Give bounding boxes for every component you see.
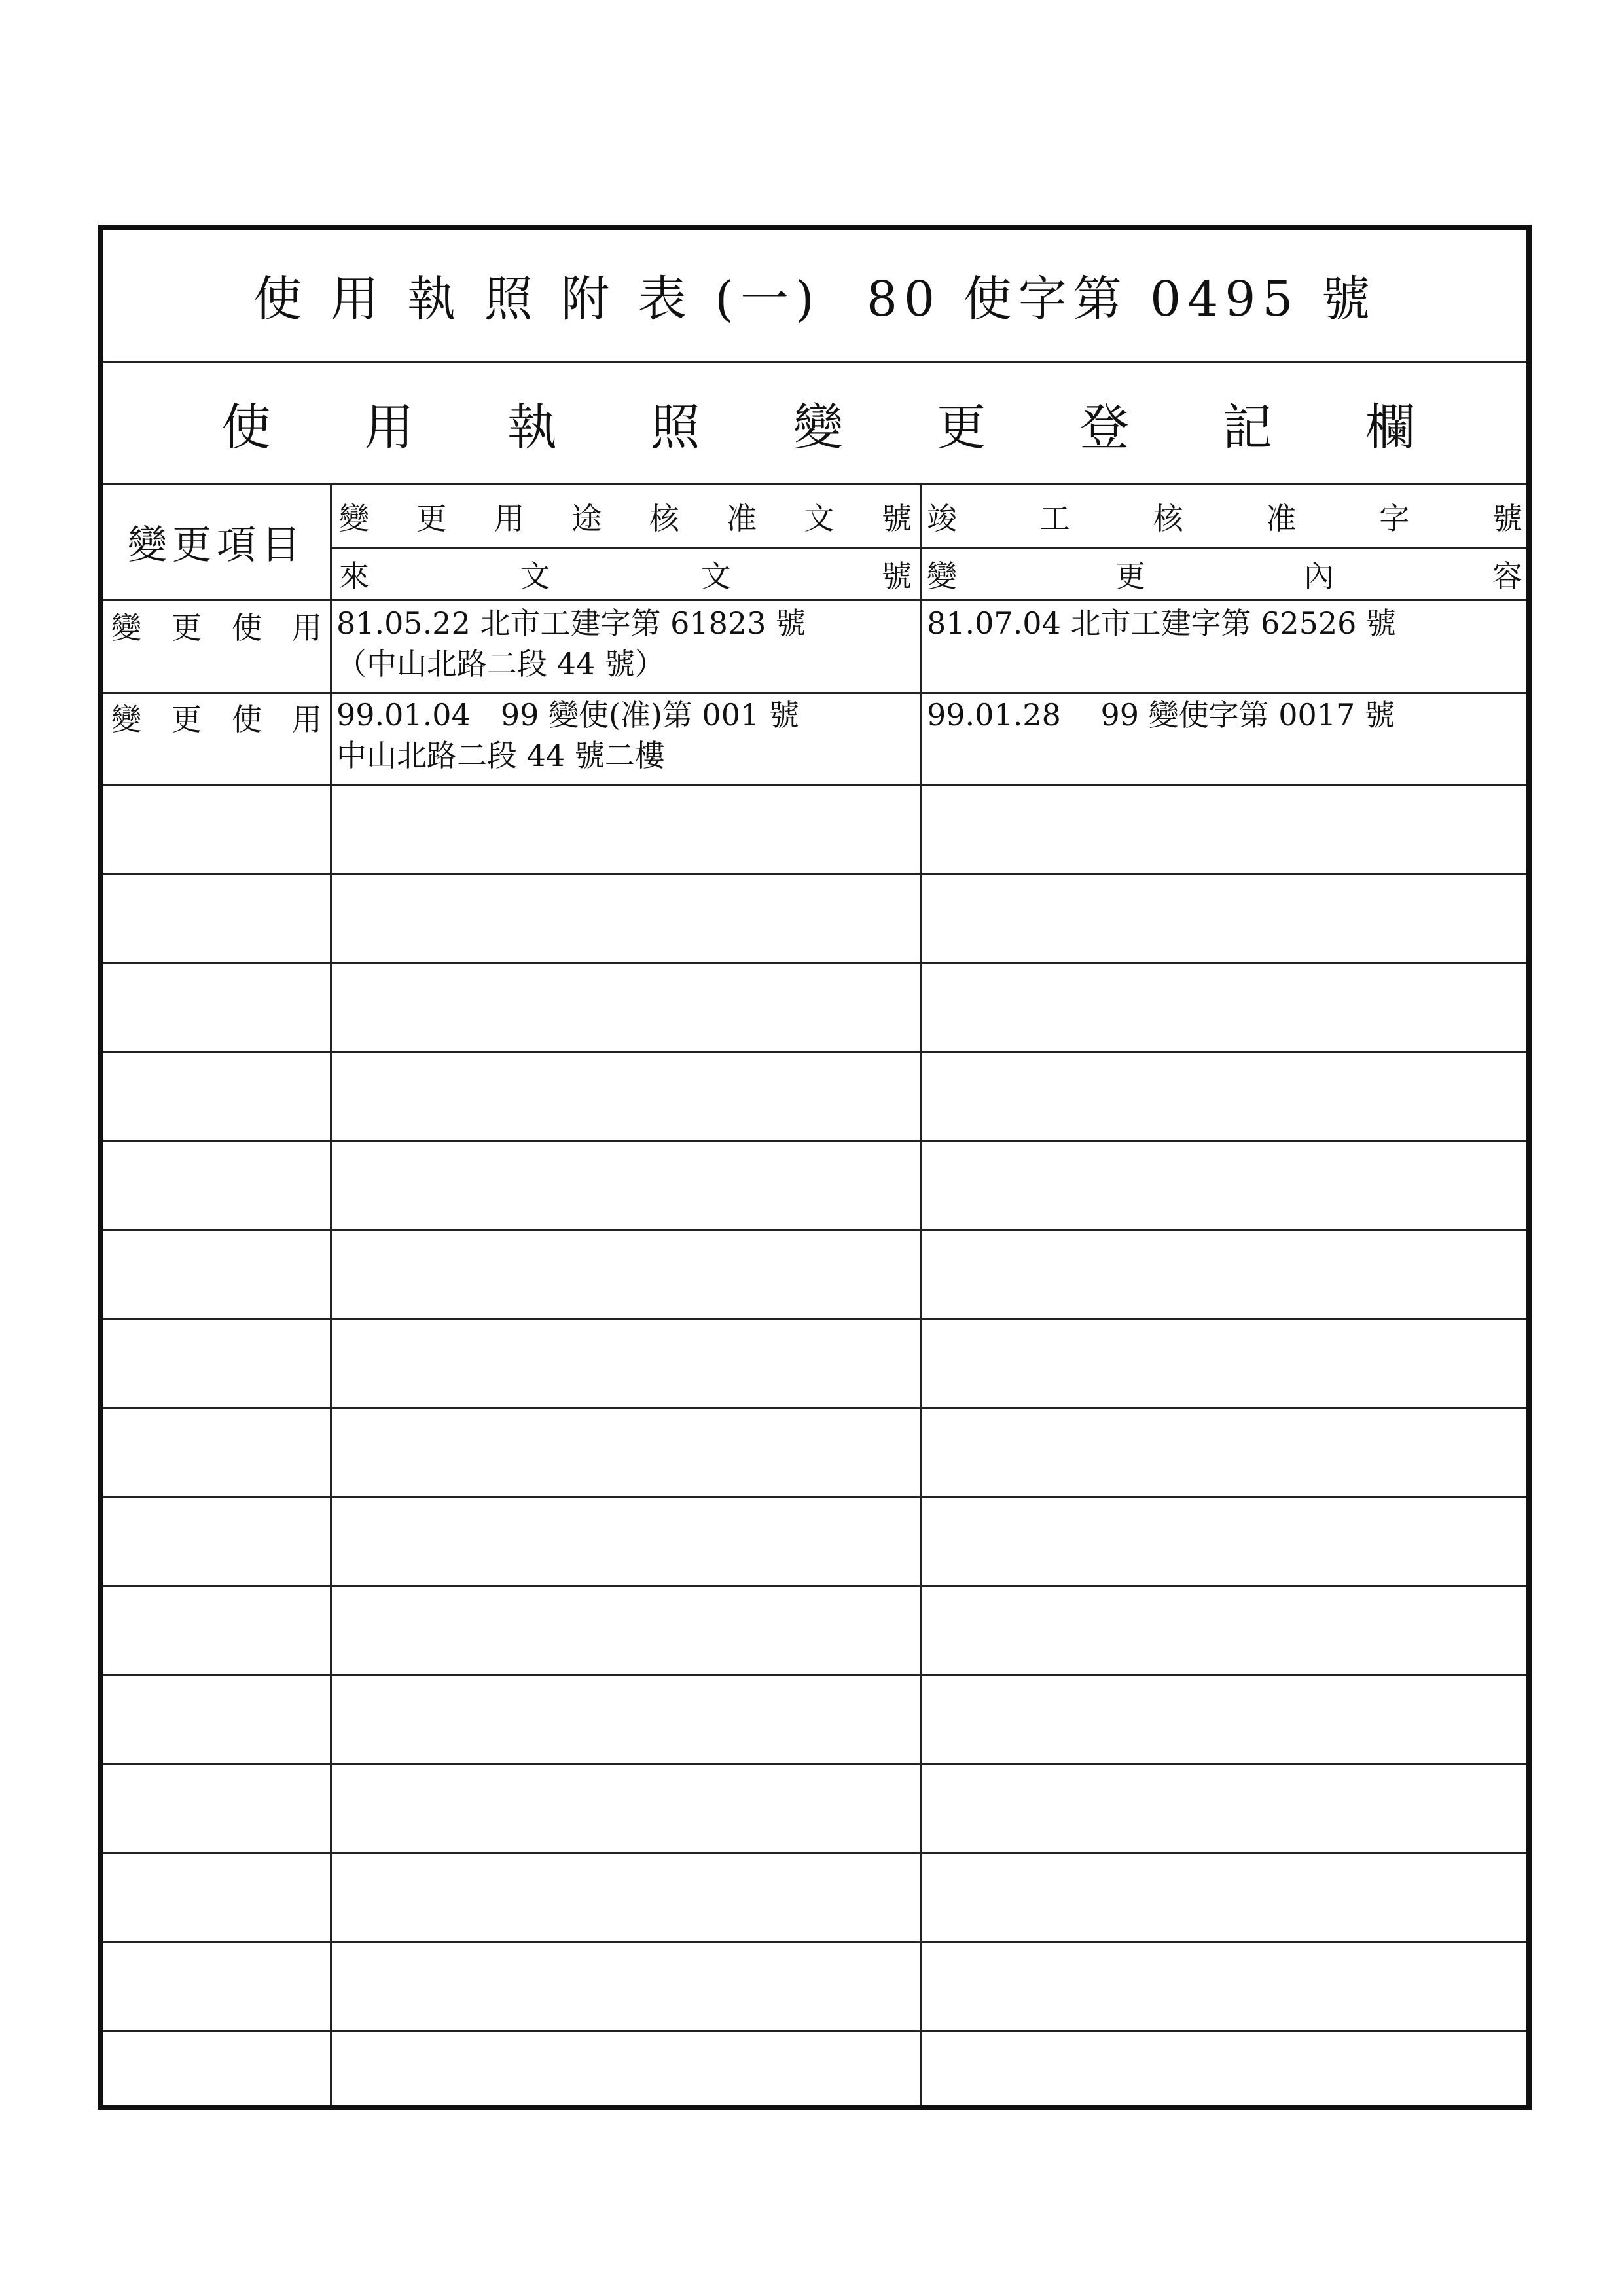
header-char: 號	[881, 500, 912, 536]
header-char: 容	[1492, 558, 1522, 594]
item-char: 更	[171, 702, 202, 737]
subtitle-char: 使	[221, 397, 271, 456]
header-char: 號	[1492, 500, 1522, 536]
doc-line: 99.01.04 99 變使(准)第 001 號	[336, 697, 799, 733]
subtitle-char: 照	[650, 397, 700, 456]
section-title	[103, 363, 1526, 485]
header-char: 來	[339, 558, 369, 594]
header-char: 更	[1115, 558, 1145, 594]
page-title	[103, 230, 1526, 363]
row-divider	[103, 599, 1526, 601]
row-divider	[103, 1496, 1526, 1498]
item-char: 用	[292, 610, 322, 646]
row-divider	[103, 2030, 1526, 2032]
subtitle-char: 用	[364, 397, 414, 456]
row-2-completion	[927, 695, 1516, 735]
row-divider	[103, 1318, 1526, 1320]
header-char: 字	[1379, 500, 1410, 536]
subtitle-char: 更	[936, 397, 986, 456]
header-char: 竣	[927, 500, 957, 536]
column-divider	[330, 485, 332, 2105]
row-1-doc	[336, 603, 912, 684]
row-divider	[103, 873, 1526, 875]
title-text: 使 用 執 照 附 表 (一)	[253, 271, 821, 327]
header-char: 變	[339, 500, 369, 536]
subtitle-char: 登	[1079, 397, 1129, 456]
register-table	[98, 225, 1532, 2110]
header-approval-doc	[339, 485, 912, 547]
header-char: 文	[700, 558, 731, 594]
license-number: 80 使字第 0495 號	[866, 271, 1376, 327]
header-char: 變	[927, 558, 957, 594]
row-divider	[103, 784, 1526, 786]
header-incoming-doc	[339, 549, 912, 599]
row-divider	[103, 1585, 1526, 1587]
header-completion-doc	[927, 485, 1522, 547]
header-char: 文	[520, 558, 550, 594]
row-divider	[103, 1941, 1526, 1943]
row-divider	[103, 1140, 1526, 1142]
header-change-content	[927, 549, 1522, 599]
header-char: 更	[416, 500, 447, 536]
row-divider	[103, 962, 1526, 964]
header-char: 工	[1039, 500, 1070, 536]
completion-line: 99.01.28 99 變使字第 0017 號	[927, 697, 1395, 733]
subtitle-char: 記	[1222, 397, 1272, 456]
row-divider	[103, 1763, 1526, 1765]
row-2-doc	[336, 695, 912, 776]
item-char: 用	[292, 702, 322, 737]
doc-line: （中山北路二段 44 號）	[336, 646, 665, 682]
header-item-label: 變更項目	[128, 522, 306, 568]
row-divider	[103, 1407, 1526, 1409]
register-grid	[103, 485, 1526, 2105]
header-char: 號	[881, 558, 912, 594]
completion-line: 81.07.04 北市工建字第 62526 號	[927, 606, 1397, 641]
header-char: 准	[1266, 500, 1297, 536]
header-item	[103, 485, 330, 599]
row-divider	[103, 1674, 1526, 1676]
doc-line: 中山北路二段 44 號二樓	[336, 738, 665, 773]
item-char: 變	[111, 702, 141, 737]
row-divider	[103, 1852, 1526, 1854]
row-1-completion	[927, 603, 1516, 644]
subtitle-char: 變	[793, 397, 843, 456]
subtitle-char: 執	[507, 397, 557, 456]
header-char: 准	[727, 500, 757, 536]
header-char: 核	[1153, 500, 1183, 536]
row-divider	[103, 692, 1526, 694]
row-1-item	[111, 604, 322, 647]
header-char: 內	[1304, 558, 1334, 594]
subtitle-char: 欄	[1365, 397, 1415, 456]
row-divider	[103, 1051, 1526, 1053]
item-char: 變	[111, 610, 141, 646]
header-char: 用	[494, 500, 524, 536]
header-char: 文	[804, 500, 835, 536]
item-char: 更	[171, 610, 202, 646]
row-2-item	[111, 696, 322, 739]
row-divider	[103, 1229, 1526, 1231]
item-char: 使	[232, 702, 262, 737]
item-char: 使	[232, 610, 262, 646]
doc-line: 81.05.22 北市工建字第 61823 號	[336, 606, 806, 641]
header-char: 途	[571, 500, 602, 536]
column-divider	[920, 485, 922, 2105]
header-char: 核	[649, 500, 679, 536]
